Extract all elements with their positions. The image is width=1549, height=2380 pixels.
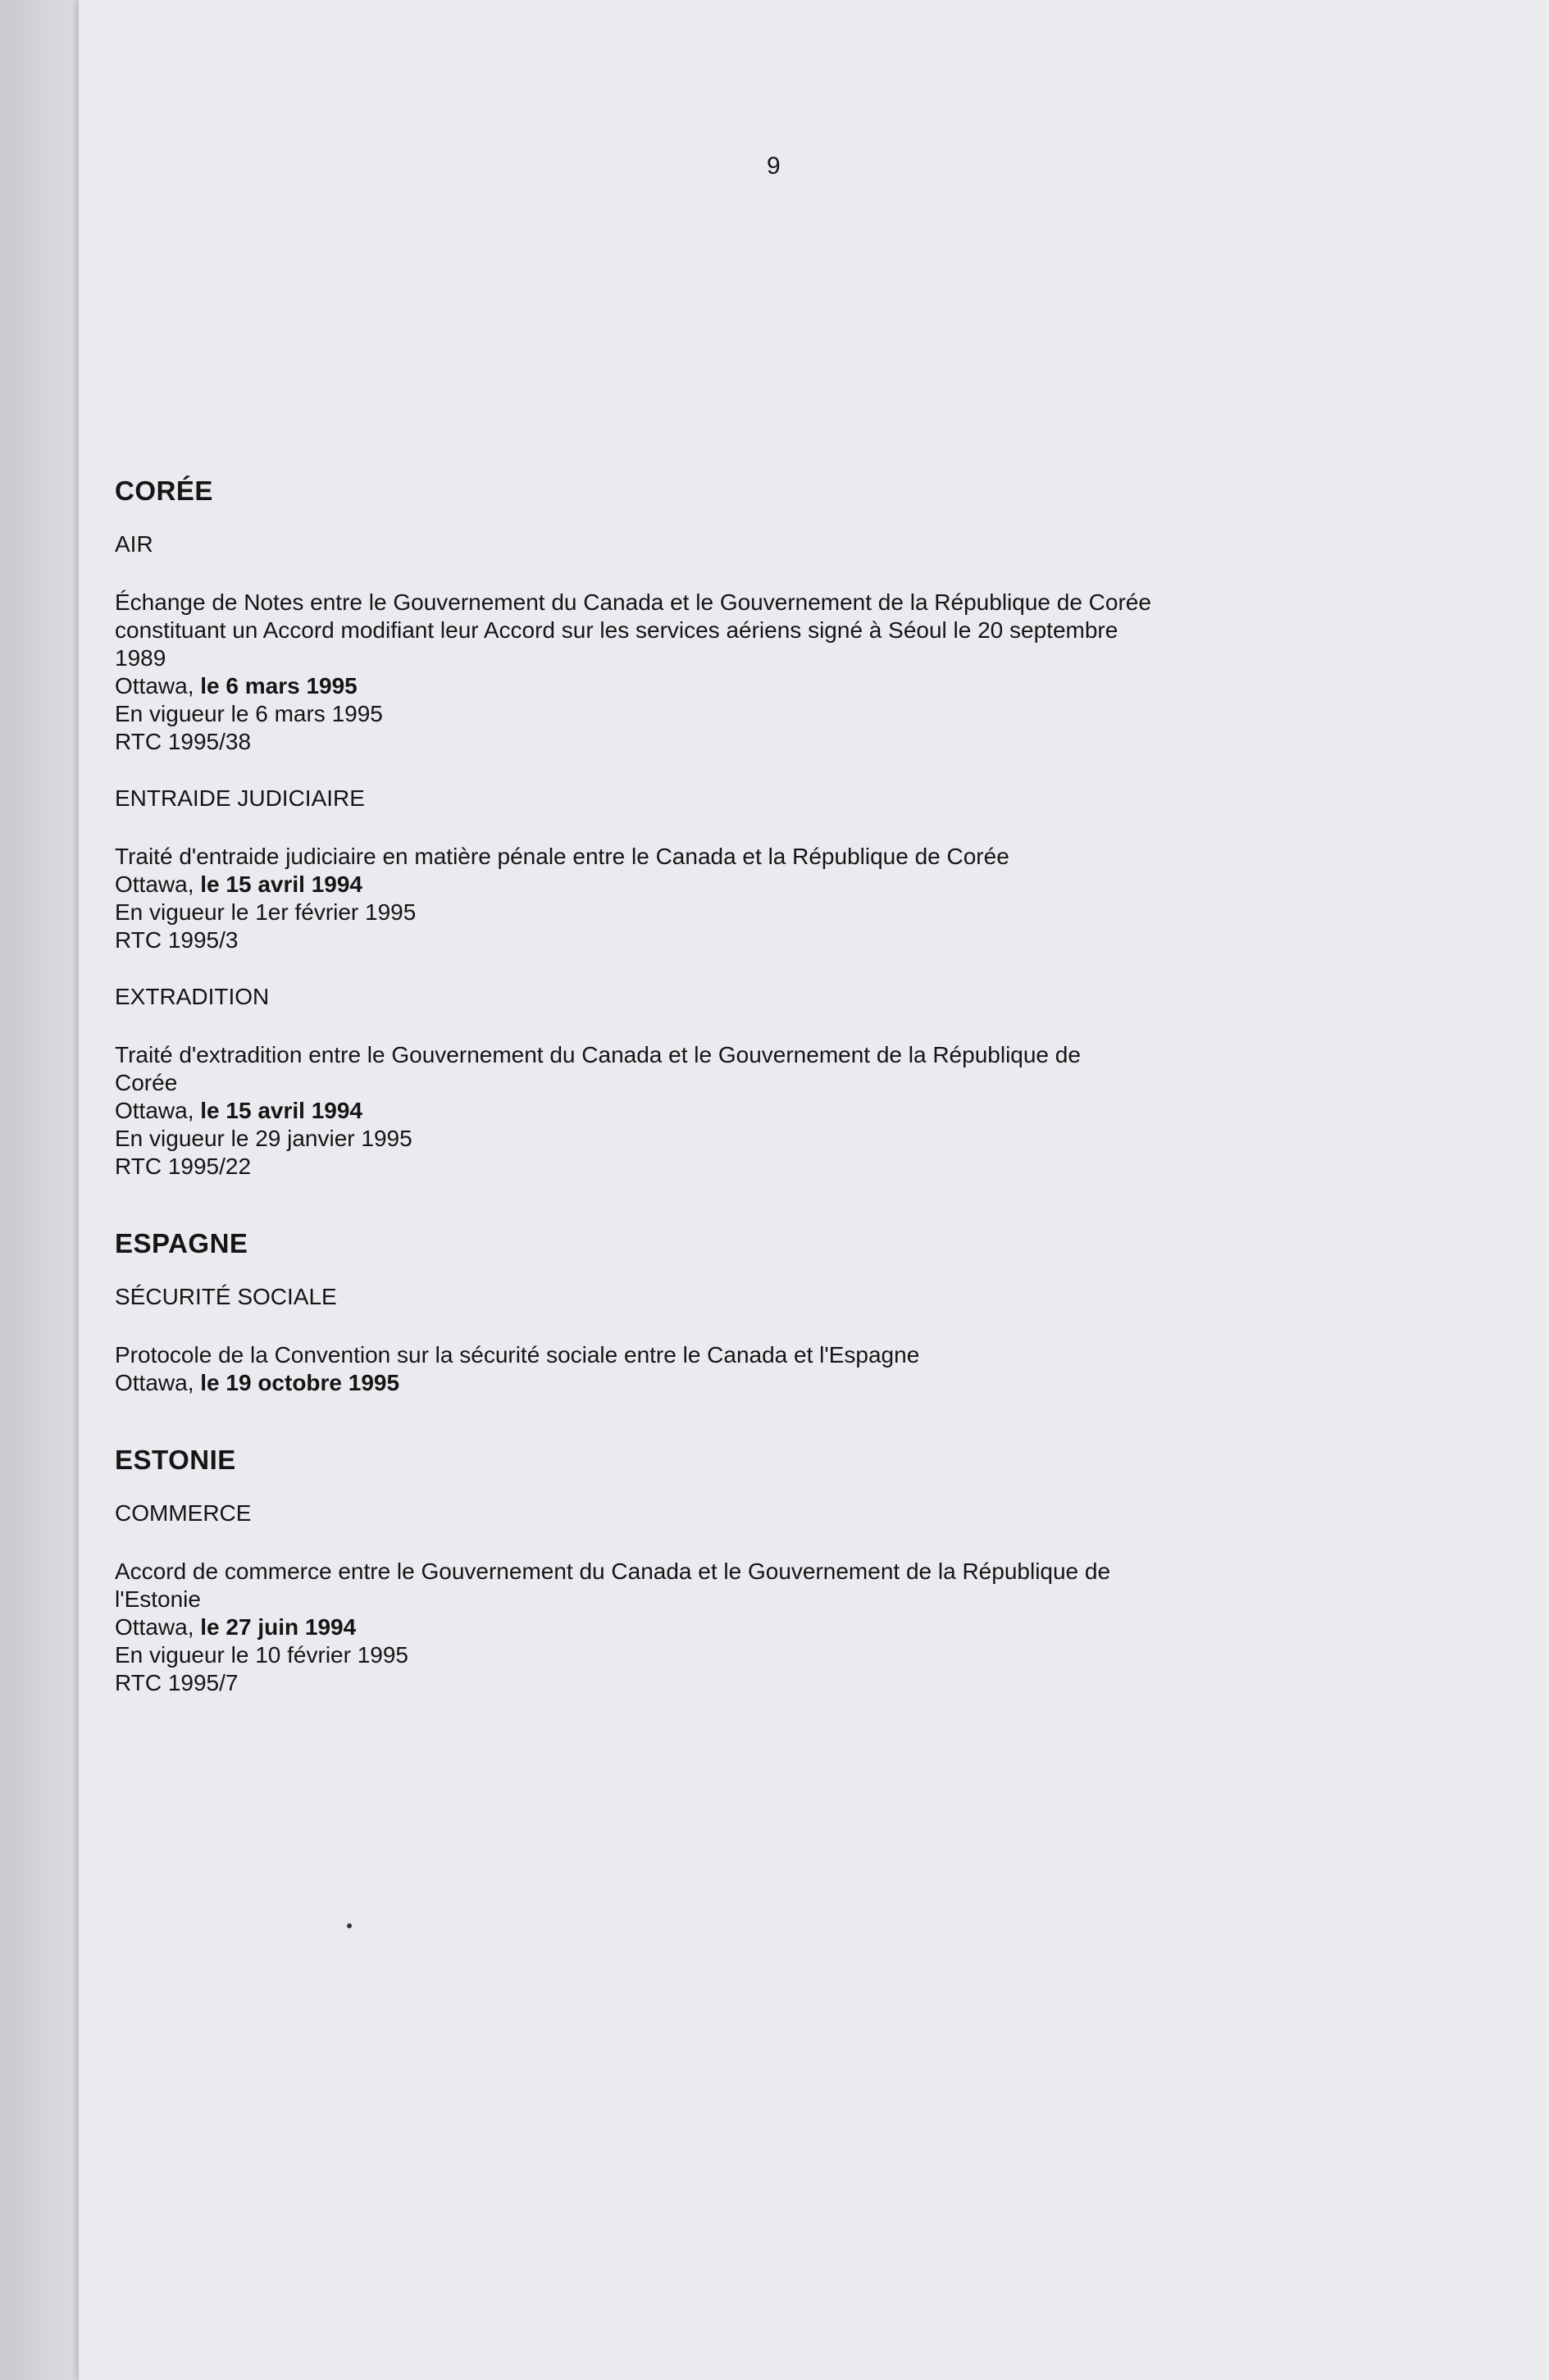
description-line: Corée: [115, 1070, 178, 1095]
category-label: AIR: [115, 531, 153, 557]
country-heading: ESPAGNE: [115, 1228, 248, 1258]
category-label: SÉCURITÉ SOCIALE: [115, 1284, 337, 1309]
in-force-line: En vigueur le 10 février 1995: [115, 1642, 408, 1668]
section-estonie: [115, 1445, 1345, 1697]
category-label: COMMERCE: [115, 1500, 252, 1526]
treaty-reference: RTC 1995/3: [115, 927, 239, 953]
country-heading: ESTONIE: [115, 1445, 236, 1475]
in-force-line: En vigueur le 29 janvier 1995: [115, 1126, 412, 1151]
description-line: constituant un Accord modifiant leur Accord sur les services aériens signé à Séoul le 20 septembre: [115, 617, 1118, 643]
document-content: [115, 476, 1345, 1745]
binding-gutter: [0, 0, 79, 2380]
description-line: 1989: [115, 645, 166, 671]
description-line: Échange de Notes entre le Gouvernement du Canada et le Gouvernement de la République de Corée: [115, 589, 1151, 615]
description-line: Traité d'extradition entre le Gouvernement du Canada et le Gouvernement de la République de: [115, 1042, 1081, 1067]
in-force-line: En vigueur le 6 mars 1995: [115, 701, 383, 726]
page-number: 9: [767, 152, 781, 180]
category-label: EXTRADITION: [115, 984, 270, 1009]
signing-line: [115, 1613, 1345, 1641]
signing-date: le 15 avril 1994: [200, 871, 362, 897]
description-line: Protocole de la Convention sur la sécurité sociale entre le Canada et l'Espagne: [115, 1342, 920, 1367]
signing-line: [115, 871, 1345, 899]
section-espagne: [115, 1228, 1345, 1397]
country-heading: CORÉE: [115, 476, 213, 506]
signing-line: [115, 672, 1345, 700]
subsection-securite-sociale: [115, 1284, 1345, 1397]
signing-place: Ottawa,: [115, 871, 194, 897]
subsection-entraide-judiciaire: [115, 785, 1345, 954]
treaty-reference: RTC 1995/7: [115, 1670, 239, 1695]
description-line: Accord de commerce entre le Gouvernement du Canada et le Gouvernement de la République de: [115, 1559, 1111, 1584]
signing-place: Ottawa,: [115, 1614, 194, 1640]
treaty-reference: RTC 1995/38: [115, 729, 252, 754]
signing-place: Ottawa,: [115, 1370, 194, 1395]
subsection-commerce: [115, 1500, 1345, 1697]
signing-place: Ottawa,: [115, 1098, 194, 1123]
signing-line: [115, 1369, 1345, 1397]
description-line: Traité d'entraide judiciaire en matière pénale entre le Canada et la République de Corée: [115, 844, 1009, 869]
subsection-air: [115, 531, 1345, 756]
in-force-line: En vigueur le 1er février 1995: [115, 899, 417, 925]
signing-date: le 19 octobre 1995: [200, 1370, 400, 1395]
category-label: ENTRAIDE JUDICIAIRE: [115, 785, 365, 811]
subsection-extradition: [115, 984, 1345, 1181]
signing-line: [115, 1097, 1345, 1125]
stray-dot: [347, 1923, 352, 1928]
signing-date: le 6 mars 1995: [200, 673, 358, 699]
signing-date: le 15 avril 1994: [200, 1098, 362, 1123]
description-line: l'Estonie: [115, 1586, 201, 1612]
signing-place: Ottawa,: [115, 673, 194, 699]
section-coree: [115, 476, 1345, 1181]
treaty-reference: RTC 1995/22: [115, 1154, 252, 1179]
signing-date: le 27 juin 1994: [200, 1614, 357, 1640]
